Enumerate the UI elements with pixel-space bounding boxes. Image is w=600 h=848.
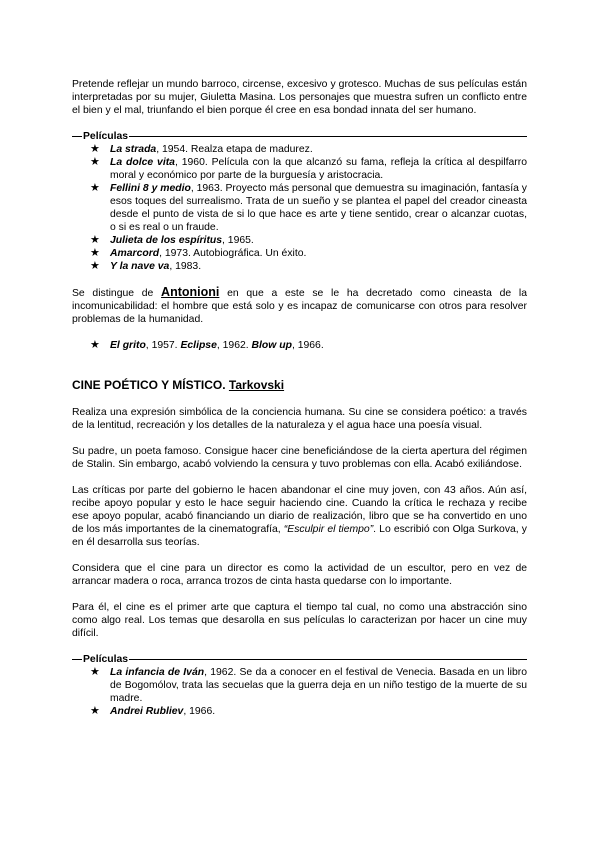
list-item <box>72 705 527 718</box>
list-item <box>72 260 527 273</box>
film-description: , 1954. Realza etapa de madurez. <box>156 144 313 155</box>
paragraph-text: . Lo escribió con Olga Surkova, y en él desarrolla sus teorías. <box>72 524 527 548</box>
list-item <box>72 234 527 247</box>
film-description: , 1973. Autobiográfica. Un éxito. <box>159 248 307 259</box>
star-bullet-icon: ★ <box>90 339 100 351</box>
star-bullet-icon: ★ <box>90 156 100 168</box>
antonioni-paragraph <box>72 286 527 326</box>
film-title: Blow up <box>251 340 292 351</box>
tarkovski-paragraph-2: Su padre, un poeta famoso. Consigue hacer cine beneficiándose de la cierta apertura del régimen de Stalin. Sin embargo, acabó volviendo la censura y tuvo problemas con ella. Acabó exiliándose. <box>72 446 527 470</box>
fellini-films-heading <box>72 130 527 143</box>
tarkovski-paragraph-1: Realiza una expresión simbólica de la conciencia humana. Su cine se considera poético: a través de la lentitud, recreación y los detalles de la naturaleza y el agua hace una poesía visual. <box>72 407 527 431</box>
tarkovski-paragraph-5: Para él, el cine es el primer arte que captura el tiempo tal cual, no como una abstracción sino como algo real. Los temas que desarolla en sus películas lo caracterizan por hacer un cine muy difícil. <box>72 602 527 639</box>
tarkovski-paragraph-4: Considera que el cine para un director es como la actividad de un escultor, pero en vez de arrancar madera o roca, arranca trozos de cinta hasta quedarse con lo importante. <box>72 563 527 587</box>
film-year: , 1957. <box>145 340 181 351</box>
list-item <box>72 143 527 156</box>
film-title: Julieta de los espíritus <box>110 235 223 246</box>
list-item <box>72 182 527 234</box>
antonioni-link[interactable]: Antonioni <box>161 285 220 299</box>
film-description: , 1966. <box>183 706 216 717</box>
film-year: , 1962. <box>216 340 252 351</box>
film-title: El grito <box>110 340 146 351</box>
paragraph-text: Las críticas por parte del gobierno le hacen abandonar el cine muy joven, con 43 años. Aún así, recibe apoyo popular y esto le hace seguir haciendo cine. Cuando la crítica le rechaza y recibe ese apoyo popular, acabó financiando un diario de realización, libro que se ha convertido en uno de los más importantes de la cinematografía, <box>72 485 527 535</box>
antonioni-post-text: en que a este se le ha decretado como cineasta de la incomunicabilidad: el hombre que está solo y es incapaz de comunicarse con otros para resolver problemas de la humanidad. <box>72 288 527 325</box>
film-title: Andrei Rubliev <box>110 706 184 717</box>
section-title <box>72 378 527 393</box>
film-title: Fellini 8 y medio <box>110 183 191 194</box>
star-bullet-icon: ★ <box>90 143 100 155</box>
film-title: La strada <box>110 144 157 155</box>
antonioni-films-list <box>72 339 527 352</box>
star-bullet-icon: ★ <box>90 666 100 678</box>
tarkovski-paragraph-3 <box>72 484 527 549</box>
film-title: La infancia de Iván <box>110 667 205 678</box>
star-bullet-icon: ★ <box>90 705 100 717</box>
film-title: La dolce vita <box>110 157 175 168</box>
section-title-text: CINE POÉTICO Y MÍSTICO. <box>72 378 229 392</box>
film-title: Amarcord <box>110 248 160 259</box>
star-bullet-icon: ★ <box>90 247 100 259</box>
film-description: , 1965. <box>222 235 254 246</box>
film-description: , 1962. Se da a conocer en el festival de Venecia. Basada en un libro de Bogomólov, trata las secuelas que la guerra deja en un niño testigo de la muerte de su madre. <box>110 667 528 704</box>
fellini-films-list <box>72 143 527 273</box>
list-item <box>72 156 527 182</box>
heading-rule <box>72 136 527 137</box>
film-description: , 1983. <box>169 261 202 272</box>
film-description: , 1963. Proyecto más personal que demuestra su imaginación, fantasía y esos toques del surrealismo. Trata de un sueño y se plantea el papel del creador cineasta desde el punto de vista de si lo que hace es arte y tiene sentido, crear o alcanzar cuotas, o si es real o un fraude. <box>110 183 527 233</box>
list-item <box>72 247 527 260</box>
film-title: Eclipse <box>180 340 217 351</box>
tarkovski-films-list <box>72 666 527 718</box>
heading-rule <box>72 659 527 660</box>
star-bullet-icon: ★ <box>90 182 100 194</box>
list-item <box>72 666 527 705</box>
book-title: “Esculpir el tiempo” <box>283 524 374 535</box>
document-page <box>72 78 527 718</box>
star-bullet-icon: ★ <box>90 260 100 272</box>
list-item <box>72 339 527 352</box>
tarkovski-films-heading <box>72 653 527 666</box>
antonioni-pre-text: Se distingue de <box>72 288 162 299</box>
star-bullet-icon: ★ <box>90 234 100 246</box>
intro-paragraph: Pretende reflejar un mundo barroco, circense, excesivo y grotesco. Muchas de sus películas están interpretadas por su mujer, Giuletta Masina. Los personajes que muestra sufren un conflicto entre el bien y el mal, triunfando el bien porque él cree en esa bondad innata del ser humano. <box>72 79 527 116</box>
film-title: Y la nave va <box>110 261 170 272</box>
films-heading-label: Películas <box>83 131 129 142</box>
film-description: , 1960. Película con la que alcanzó su fama, refleja la crítica al despilfarro moral y económico por parte de la burguesía y aristocracia. <box>110 157 527 181</box>
film-year: , 1966. <box>291 340 324 351</box>
films-heading-label: Películas <box>83 654 129 665</box>
section-director-link[interactable]: Tarkovski <box>228 378 285 392</box>
